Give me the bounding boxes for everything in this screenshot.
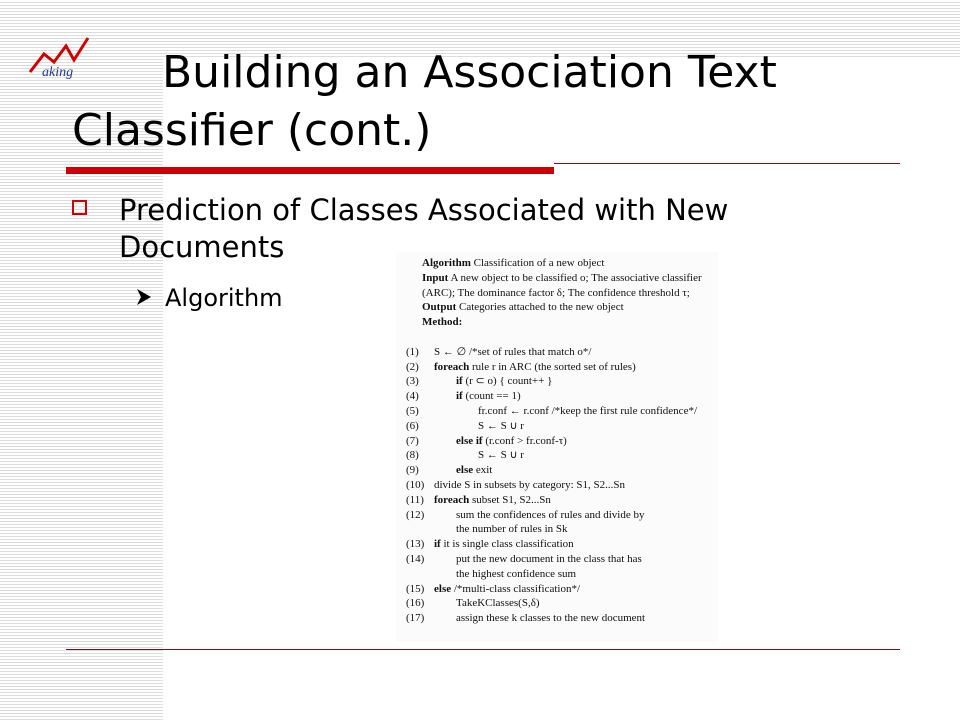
step-code bbox=[434, 478, 625, 493]
step-code bbox=[456, 434, 567, 449]
step-keyword: else bbox=[456, 464, 474, 477]
step-keyword: else if bbox=[456, 434, 483, 447]
step-text: assign these k classes to the new document bbox=[456, 612, 646, 625]
step-number: (16) bbox=[406, 597, 425, 610]
step-number: (4) bbox=[406, 390, 419, 403]
step-text: S ← S ∪ r bbox=[478, 419, 524, 432]
step-keyword: if bbox=[434, 538, 441, 551]
arrow-bullet-icon bbox=[135, 287, 153, 307]
step-code bbox=[456, 463, 492, 478]
step-text: it is single class classification bbox=[440, 538, 574, 551]
step-code bbox=[434, 360, 636, 375]
step-number: (11) bbox=[406, 493, 424, 506]
step-number: (3) bbox=[406, 375, 419, 388]
step-number: (13) bbox=[406, 538, 425, 551]
algorithm-step-line bbox=[406, 611, 712, 626]
algorithm-step-line bbox=[406, 360, 712, 375]
step-number: (2) bbox=[406, 360, 419, 373]
algorithm-step-line bbox=[406, 567, 712, 582]
step-number: (15) bbox=[406, 582, 425, 595]
step-code bbox=[456, 508, 644, 523]
algorithm-step-line bbox=[406, 374, 712, 389]
algorithm-step-line bbox=[406, 552, 712, 567]
algorithm-header: Algorithm Classification of a new object Input A new object to be classified o; The associative classifier (ARC); The dominance factor δ; The confidence threshold τ; Output Categories attached to the new object Method: bbox=[422, 257, 702, 329]
step-text: the highest confidence sum bbox=[456, 567, 577, 580]
step-keyword: foreach bbox=[434, 493, 470, 506]
title-line-2: Classifier (cont.) bbox=[72, 105, 432, 156]
step-text: (r.conf > fr.conf-τ) bbox=[482, 434, 567, 447]
step-number: (1) bbox=[406, 345, 419, 358]
step-text: (r ⊂ o) { count++ } bbox=[462, 375, 553, 388]
step-code bbox=[456, 596, 540, 611]
algorithm-step-line bbox=[406, 537, 712, 552]
step-number: (17) bbox=[406, 612, 425, 625]
svg-text:aking: aking bbox=[42, 65, 74, 80]
step-text: sum the confidences of rules and divide by bbox=[456, 508, 645, 521]
step-number: (6) bbox=[406, 419, 419, 432]
step-keyword: if bbox=[456, 390, 463, 403]
title-underline-accent bbox=[66, 167, 554, 174]
step-number: (14) bbox=[406, 552, 425, 565]
algorithm-step-line bbox=[406, 389, 712, 404]
bullet-point-level1: Prediction of Classes Associated with New Documents bbox=[119, 193, 729, 264]
step-number: (12) bbox=[406, 508, 425, 521]
algorithm-step-line bbox=[406, 582, 712, 597]
hollow-square-bullet-icon bbox=[72, 200, 87, 215]
algorithm-step-line bbox=[406, 508, 712, 523]
step-number: (10) bbox=[406, 478, 425, 491]
bullet-point-level2: Algorithm bbox=[165, 284, 283, 312]
step-code bbox=[434, 493, 551, 508]
step-keyword: else bbox=[434, 582, 452, 595]
step-text: subset S1, S2...Sn bbox=[469, 493, 551, 506]
step-code bbox=[456, 552, 642, 567]
step-number: (8) bbox=[406, 449, 419, 462]
algorithm-step-line bbox=[406, 478, 712, 493]
step-code bbox=[456, 567, 576, 582]
step-code bbox=[434, 537, 574, 552]
algorithm-step-line bbox=[406, 493, 712, 508]
step-text: rule r in ARC (the sorted set of rules) bbox=[469, 360, 636, 373]
title-underline-rule bbox=[554, 163, 900, 164]
step-number: (5) bbox=[406, 404, 419, 417]
algorithm-step-line bbox=[406, 345, 712, 360]
step-keyword: foreach bbox=[434, 360, 470, 373]
algorithm-step-line bbox=[406, 463, 712, 478]
title-line-1: Building an Association Text bbox=[162, 47, 777, 98]
step-code bbox=[478, 419, 524, 434]
step-text: S ← S ∪ r bbox=[478, 449, 524, 462]
step-text: exit bbox=[473, 464, 493, 477]
algorithm-step-line bbox=[406, 448, 712, 463]
step-code bbox=[434, 582, 580, 597]
step-text: divide S in subsets by category: S1, S2...Sn bbox=[434, 478, 625, 491]
algorithm-figure bbox=[396, 252, 718, 642]
step-code bbox=[456, 522, 568, 537]
algorithm-step-line bbox=[406, 404, 712, 419]
step-number: (7) bbox=[406, 434, 419, 447]
step-code bbox=[456, 374, 552, 389]
algorithm-step-line bbox=[406, 522, 712, 537]
step-keyword: if bbox=[456, 375, 463, 388]
step-code bbox=[434, 345, 591, 360]
algorithm-step-line bbox=[406, 434, 712, 449]
footer-rule bbox=[66, 649, 900, 650]
step-code bbox=[478, 404, 697, 419]
algorithm-step-line bbox=[406, 596, 712, 611]
algorithm-step-line bbox=[406, 419, 712, 434]
step-code bbox=[456, 611, 645, 626]
step-text: S ← ∅ /*set of rules that match o*/ bbox=[434, 345, 592, 358]
step-text: /*multi-class classification*/ bbox=[451, 582, 581, 595]
step-number: (9) bbox=[406, 464, 419, 477]
step-text: put the new document in the class that has bbox=[456, 552, 642, 565]
step-code bbox=[456, 389, 521, 404]
step-text: TakeKClasses(S,δ) bbox=[456, 597, 540, 610]
step-text: the number of rules in Sk bbox=[456, 523, 568, 536]
algorithm-steps bbox=[406, 345, 712, 626]
step-code bbox=[478, 448, 524, 463]
slide-title bbox=[72, 44, 922, 160]
step-text: (count == 1) bbox=[462, 390, 521, 403]
step-text: fr.conf ← r.conf /*keep the first rule confidence*/ bbox=[478, 404, 698, 417]
